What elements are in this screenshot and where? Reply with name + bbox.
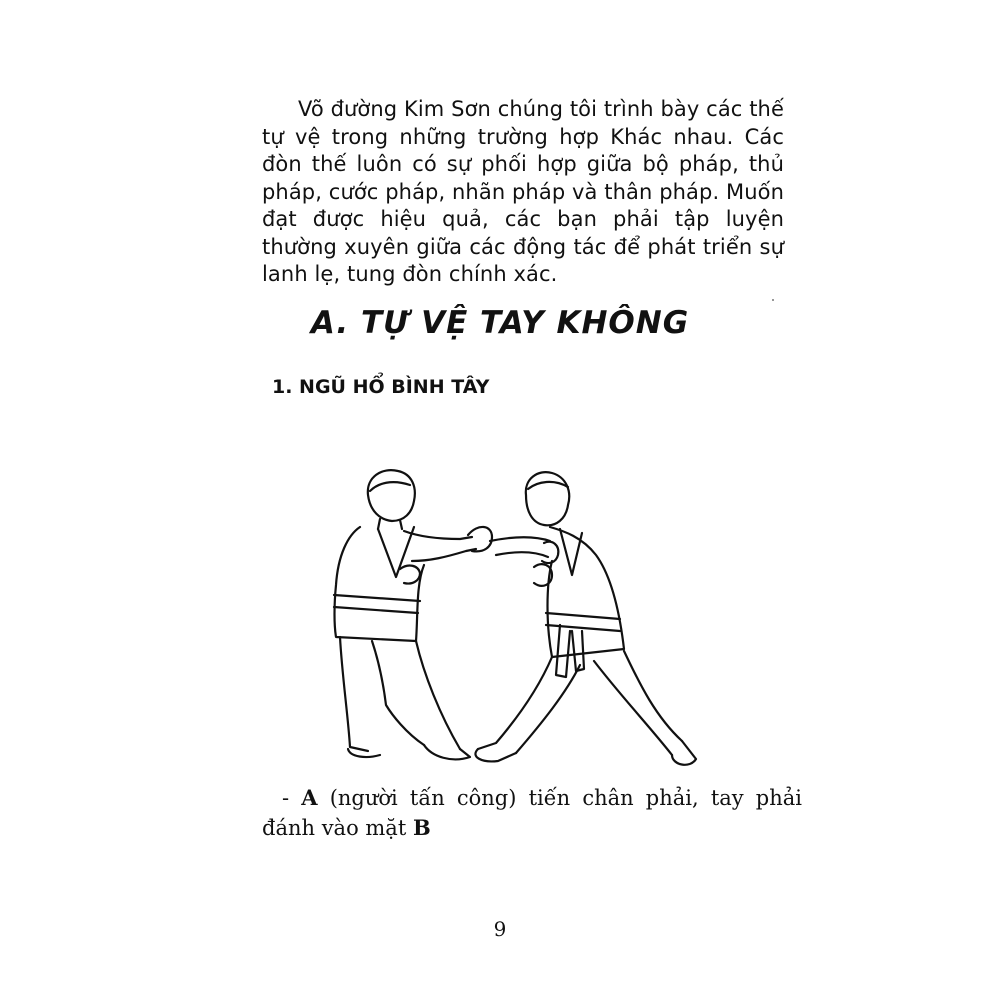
- caption-line-1: [262, 783, 802, 813]
- subsection-title: 1. NGŨ HỔ BÌNH TÂY: [272, 376, 490, 398]
- page-number: 9: [493, 917, 507, 941]
- sparring-illustration: [320, 465, 710, 795]
- caption-dash: -: [282, 786, 302, 810]
- intro-text: Võ đường Kim Sơn chúng tôi trình bày các thế tự vệ trong những trường hợp Khác nhau. Các đòn thế luôn có sự phối hợp giữa bộ pháp, thủ pháp, cước pháp, nhãn pháp và thân pháp. Muốn đạt được hiệu quả, các bạn phải tập luyện thường xuyên giữa các động tác để phát triển sự lanh lẹ, tung đòn chính xác.: [262, 97, 784, 286]
- caption-text-1: (người tấn công) tiến chân phải, tay phải: [317, 786, 802, 810]
- caption: [262, 783, 802, 843]
- label-a: A: [301, 785, 318, 810]
- intro-paragraph: [262, 96, 784, 289]
- caption-line-2: [262, 813, 802, 843]
- caption-text-2: đánh vào mặt: [262, 816, 413, 840]
- section-title: A. TỰ VỆ TAY KHÔNG: [310, 305, 690, 341]
- label-b: B: [412, 815, 431, 840]
- defender-figure: [475, 472, 696, 765]
- attacker-figure: [334, 470, 492, 759]
- scan-speck: [772, 299, 774, 301]
